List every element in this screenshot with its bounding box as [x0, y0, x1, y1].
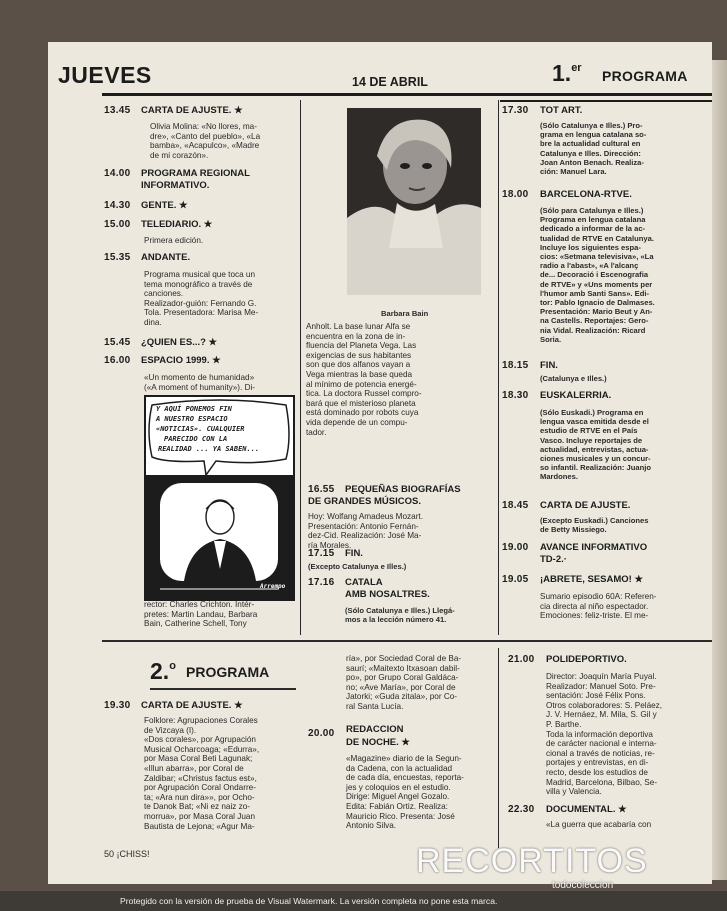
- time-2100: 21.00: [508, 654, 535, 665]
- program-title-line2: DE NOCHE. ★: [346, 737, 410, 748]
- column-divider: [300, 100, 301, 635]
- program-desc: Primera edición.: [144, 236, 204, 245]
- time-2000: 20.00: [308, 728, 335, 739]
- program-title: DOCUMENTAL. ★: [546, 804, 627, 815]
- header-rule: [102, 93, 712, 96]
- program-title: FIN.: [345, 548, 363, 559]
- program-desc: (Excepto Catalunya e Illes.): [308, 562, 407, 571]
- program-desc: (Sólo Catalunya e Illes.) Pro- grama en lengua catalana so- bre la actualidad cultural en Catalunya e Illes. Dirección: Joan Anton Benach. Realiza- ción: Manuel Lara.: [540, 121, 647, 177]
- program-title: PEQUEÑAS BIOGRAFÍAS: [345, 484, 461, 495]
- section-2-number: 2.$^o$: [150, 658, 176, 684]
- time-1800: 18.00: [502, 189, 529, 200]
- brand-watermark: RECORTITOS: [416, 842, 648, 880]
- program-title-line2: DE GRANDES MÚSICOS.: [308, 496, 421, 507]
- program-desc: (Catalunya e Illes.): [540, 374, 607, 383]
- cartoon-illustration: [144, 395, 295, 601]
- program-title: TELEDIARIO. ★: [141, 219, 213, 230]
- program-title: REDACCION: [346, 724, 404, 735]
- program-title: TOT ART.: [540, 105, 583, 116]
- time-1600: 16.00: [104, 355, 131, 366]
- program-title: GENTE. ★: [141, 200, 188, 211]
- time-1900: 19.00: [502, 542, 529, 553]
- date-heading: 14 DE ABRIL: [352, 75, 428, 89]
- program-title: ¿QUIEN ES...? ★: [141, 337, 218, 348]
- cartoon-text: A NUESTRO ESPACIO: [156, 415, 228, 423]
- program-title: AVANCE INFORMATIVO: [540, 542, 648, 553]
- page-number: 50 ¡CHISS!: [104, 849, 150, 859]
- program-desc: Hoy: Wolfang Amadeus Mozart. Presentación: Antonio Fernán- dez-Cid. Realización: José Ma- ría Morales.: [308, 512, 423, 550]
- program-title: EUSKALERRIA.: [540, 390, 612, 401]
- program-title: FIN.: [540, 360, 558, 371]
- program-desc: Folklore: Agrupaciones Corales de Vizcaya (I). «Dos corales», por Agrupación Musical Ocharcoaga; «Edurra», por Masa Coral Beti Lagunak; «Illun abarra», por Coral de Zaldibar; «Christus factus est», por Agrupación Coral Ondarre- ta; «Ara nun dira»», por Ocho- te Danok Bat; «Ni ez naiz zo- morrua», por Masa Coral Juan Bautista de Lejona; «Agur Ma-: [144, 716, 260, 831]
- program-desc: «Un momento de humanidad» («A moment of humanity»). Di-: [144, 373, 256, 392]
- day-heading: JUEVES: [58, 62, 152, 88]
- program-title: BARCELONA-RTVE.: [540, 189, 632, 200]
- section-2-label: PROGRAMA: [186, 664, 270, 680]
- program-desc: (Excepto Euskadi.) Canciones de Betty Missiego.: [540, 516, 649, 535]
- time-1430: 14.30: [104, 200, 131, 211]
- watermark-notice: Protegido con la versión de prueba de Visual Watermark. La versión completa no pone esta marca.: [120, 896, 498, 906]
- brand-url: todocoleccion: [552, 880, 614, 891]
- time-1345: 13.45: [104, 105, 131, 116]
- time-1535: 15.35: [104, 252, 131, 263]
- program-desc: (Sólo para Catalunya e Illes.) Programa en lengua catalana dedicado a informar de la ac- tualidad de RTVE en Catalunya. Incluye los siguientes espa- cios: «Setmana televisiva», «La radio a l'abast», «A l'alcanç de... Decoració i Escenografia de RTVE» y «Uns moments per l'humor amb Santi Sans». Edi- tor: Pablo Ignacio de Dalmases. Presentación: Mario Beut y An- na Castells. Reportajes: Gero- nia Vidal. Realización: Ricard Soria.: [540, 206, 655, 344]
- program-desc-continued: rector: Charles Crichton. Intér- pretes: Martin Landau, Barbara Bain, Catherine Schell, Tony: [144, 600, 258, 629]
- channel-label: PROGRAMA: [602, 68, 688, 84]
- program-title-line2: AMB NOSALTRES.: [345, 589, 430, 600]
- program-desc: (Sólo Catalunya e Illes.) Llegá- mos a la lección número 41.: [345, 606, 455, 625]
- program-title-line2: INFORMATIVO.: [141, 180, 210, 191]
- cartoon-text: REALIDAD ... YA SABEN...: [158, 445, 260, 453]
- program-title: ESPACIO 1999. ★: [141, 355, 221, 366]
- program-title: CARTA DE AJUSTE. ★: [141, 700, 243, 711]
- time-1830: 18.30: [502, 390, 529, 401]
- program-title: CARTA DE AJUSTE. ★: [141, 105, 243, 116]
- program-title: CARTA DE AJUSTE.: [540, 500, 631, 511]
- time-1845: 18.45: [502, 500, 529, 511]
- section-divider: [102, 640, 712, 642]
- channel-sup: er: [571, 62, 582, 74]
- time-1716: 17.16: [308, 577, 335, 588]
- time-1905: 19.05: [502, 574, 529, 585]
- program-title: CATALA: [345, 577, 383, 588]
- time-1815: 18.15: [502, 360, 529, 371]
- time-1400: 14.00: [104, 168, 131, 179]
- program-desc: «La guerra que acabaría con: [546, 820, 652, 829]
- program-desc-continued: ría», por Sociedad Coral de Ba- saurí; «Maitexto Itxasoan dabil- po», por Grupo Coral Galdáca- no; «Ave María», por Coral de Jatorki; «Guda zitala», por Co- ral Santa Lucía.: [346, 654, 462, 711]
- portrait-photo: [347, 108, 481, 295]
- column-divider: [498, 648, 499, 848]
- program-desc: (Sólo Euskadi.) Programa en lengua vasca emitida desde el estudio de RTVE en el País Vasco. Incluye reportajes de actualidad, entrevistas, actua- ciones musicales y un concur- so infantil. Realización: Juanjo Mardones.: [540, 408, 651, 482]
- photo-caption: Barbara Bain: [381, 309, 429, 318]
- time-1730: 17.30: [502, 105, 529, 116]
- time-1715: 17.15: [308, 548, 335, 559]
- program-title: ¡ABRETE, SESAMO! ★: [540, 574, 643, 585]
- time-1655: 16.55: [308, 484, 335, 495]
- program-desc-continued: Anholt. La base lunar Alfa se encuentra en la zona de in- fluencia del Planeta Vega. Las exigencias de sus habitantes son que dos alfanos vayan a Vega mientras la base queda al mínimo de potencia energé- tica. La doctora Russel compro- bará que el misterioso planeta está dominado por robots cuya vida depende de un compu- tador.: [306, 322, 422, 437]
- cartoon-signature: Arrempo: [260, 583, 286, 590]
- program-desc: Sumario episodio 60A: Referen- cia directa al niño espectador. Emociones: feliz-triste. El me-: [540, 592, 657, 621]
- cartoon-text: Y AQUÍ PONEMOS FIN: [156, 405, 232, 413]
- column-rule: [500, 100, 712, 102]
- program-desc: «Magazine» diario de la Segun- da Cadena, con la actualidad de cada día, encuestas, reporta- jes y coloquios en el estudio. Dirige: Miguel Angel Gozalo. Edita: Fabián Ortiz. Realiza: Mauricio Rico. Presenta: José Antonio Silva.: [346, 754, 464, 831]
- section-2-rule: [150, 688, 296, 690]
- time-1930: 19.30: [104, 700, 131, 711]
- section-2-sup: o: [169, 660, 176, 672]
- cartoon-text: PARECIDO CON LA: [164, 435, 228, 443]
- program-desc: Director: Joaquín María Puyal. Realizador: Manuel Soto. Pre- sentación: José Félix Pons. Otros colaboradores: S. Peláez, J. V. Hernáez, M. Mila, S. Gil y P. Barthe. Toda la información deportiva de carácter nacional e interna- cional a través de noticias, re- portajes y entrevistas, en di- recto, desde los estudios de Madrid, Barcelona, Bilbao, Se- villa y Valencia.: [546, 672, 663, 797]
- channel-number: 1.$^{er}$: [552, 60, 582, 86]
- program-title: PROGRAMA REGIONAL: [141, 168, 250, 179]
- program-desc: Olivia Molina: «No llores, ma- dre», «Canto del pueblo», «La bamba», «Acapulco», «Madre de mi corazón».: [150, 122, 261, 160]
- column-divider: [498, 100, 499, 635]
- program-title-line2: TD-2.·: [540, 554, 567, 565]
- cartoon-text: «NOTICIAS». CUALQUIER: [156, 425, 245, 433]
- program-title: ANDANTE.: [141, 252, 191, 263]
- page-edge: [712, 60, 727, 880]
- time-2230: 22.30: [508, 804, 535, 815]
- program-desc: Programa musical que toca un tema monográfico a través de canciones. Realizador-guión: Fernando G. Tola. Presentadora: Marisa Me- dina.: [144, 270, 259, 327]
- time-1500: 15.00: [104, 219, 131, 230]
- time-1545: 15.45: [104, 337, 131, 348]
- program-title: POLIDEPORTIVO.: [546, 654, 627, 665]
